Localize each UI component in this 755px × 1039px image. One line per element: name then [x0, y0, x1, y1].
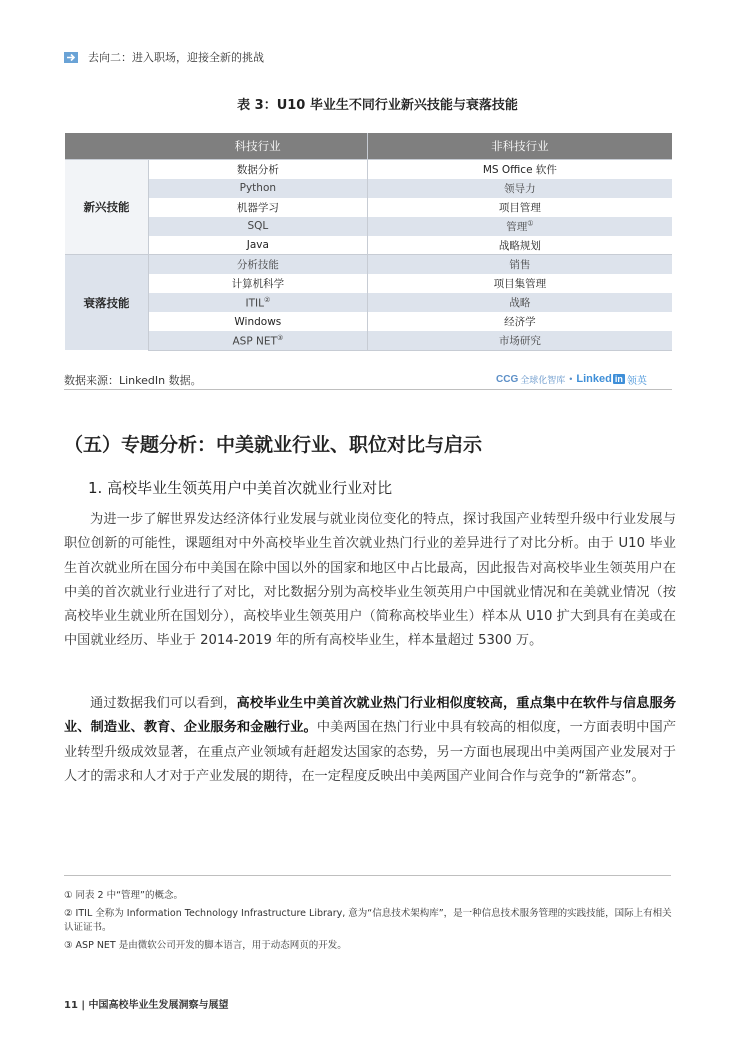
logo-separator: • — [569, 374, 573, 384]
table-cell: Windows — [149, 312, 368, 331]
cell-text: ITIL — [245, 297, 264, 310]
linkedin-logo: Linked — [576, 373, 612, 385]
table-cell: 项目管理 — [498, 201, 541, 214]
footnote-marker: ① — [527, 219, 534, 228]
ccg-logo-cn: 全球化智库 — [520, 374, 566, 385]
running-header — [64, 49, 264, 65]
linkedin-in-badge: in — [614, 374, 623, 384]
cell-text: 管理 — [506, 220, 528, 233]
body-paragraph-2 — [64, 692, 676, 789]
divider — [64, 389, 672, 390]
table-row — [65, 274, 672, 293]
table-cell: 机器学习 — [149, 198, 368, 217]
group-label-declining: 衰落技能 — [65, 255, 149, 350]
table-cell: MS Office 软件 — [367, 160, 672, 179]
footnote-marker: ③ — [276, 333, 284, 342]
subsection-title: 1. 高校毕业生领英用户中美首次就业行业对比 — [88, 479, 393, 497]
footnote: ③ ASP NET 是由微软公司开发的脚本语言，用于动态网页的开发。 — [64, 940, 347, 951]
table-cell — [149, 331, 368, 350]
table-header-empty — [65, 133, 149, 160]
table-source: 数据来源：LinkedIn 数据。 — [64, 374, 202, 387]
table-row — [65, 312, 672, 331]
paragraph-text: 通过数据我们可以看到， — [90, 696, 237, 711]
table-row — [65, 198, 672, 217]
table-cell: 项目集管理 — [493, 278, 547, 291]
table-cell: 销售 — [367, 255, 672, 274]
table-row — [65, 293, 672, 312]
table-row — [65, 236, 672, 255]
table-cell — [149, 293, 368, 312]
cell-text: ASP NET — [232, 335, 277, 348]
table-cell: 计算机科学 — [149, 274, 368, 293]
table-row — [65, 255, 672, 274]
table-row — [65, 217, 672, 236]
table-cell: 分析技能 — [149, 255, 368, 274]
table-header-row — [65, 133, 672, 160]
partner-logos — [496, 371, 647, 387]
page-footer: 11 | 中国高校毕业生发展洞察与展望 — [64, 1000, 229, 1011]
footnote-marker: ② — [263, 295, 271, 304]
column-header-tech: 科技行业 — [149, 133, 368, 160]
footnote: ② ITIL 全称为 Information Technology Infrastructure Library, 意为“信息技术架构库”，是一种信息技术服务管理的实践技能，国际上有相关认证证书。 — [64, 908, 672, 933]
column-header-nontech: 非科技行业 — [367, 133, 672, 160]
paragraph-emphasis: 高校毕业生中美首次就业热门行业相似度较高，重点集中在软件与信息服务业、制造业、教育、企业服务和金融行业。 — [64, 696, 677, 736]
footnote: ① 同表 2 中“管理”的概念。 — [64, 890, 183, 901]
table-cell: Python — [149, 179, 368, 198]
arrow-right-icon — [64, 52, 78, 63]
table-cell: 领导力 — [367, 179, 672, 198]
group-label-emerging: 新兴技能 — [65, 160, 149, 255]
table-cell: Java — [149, 236, 368, 255]
table-cell: 战略 — [367, 293, 672, 312]
linkedin-logo-cn: 领英 — [626, 375, 647, 387]
table-cell: 战略规划 — [498, 239, 541, 252]
ccg-logo: CCG — [496, 373, 519, 385]
table-cell: 数据分析 — [149, 160, 368, 179]
footnote-divider — [64, 875, 671, 876]
table-row — [65, 331, 672, 350]
table-row — [65, 160, 672, 179]
table-title: 表 3：U10 毕业生不同行业新兴技能与衰落技能 — [237, 98, 518, 113]
table-cell: 经济学 — [504, 316, 536, 329]
table-cell — [367, 217, 672, 236]
body-paragraph-1: 为进一步了解世界发达经济体行业发展与就业岗位变化的特点，探讨我国产业转型升级中行业发展与职位创新的可能性，课题组对中外高校毕业生首次就业热门行业的差异进行了对比分析。由于 U10 毕业生首次就业所在国分布中美国在除中国以外的国家和地区中占比最高，因此报告对高校毕业生领英用户在中美的首次就业行业进行了对比，对比数据分别为高校毕业生领英用户中国就业情况和在美就业情况（按高校毕业生就业所在国划分），高校毕业生领英用户（简称高校毕业生）样本从 U10 扩大到具有在美或在中国就业经历、毕业于 2014-2019 年的所有高校毕业生，样本量超过 5300 万。 — [64, 512, 676, 649]
table-cell: SQL — [149, 217, 368, 236]
skills-table — [65, 133, 672, 351]
section-title: （五）专题分析：中美就业行业、职位对比与启示 — [64, 434, 483, 456]
table-row — [65, 179, 672, 198]
paragraph-text: 中美两国在热门行业中具有较高的相似度，一方面表明中国产业转型升级成效显著，在重点产业领域有赶超发达国家的态势，另一方面也展现出中美两国产业发展对于人才的需求和人才对于产业发展的期待，在一定程度反映出中美两国产业间合作与竞争的“新常态”。 — [64, 720, 677, 784]
breadcrumb: 去向二：进入职场，迎接全新的挑战 — [88, 51, 264, 64]
table-cell: 市场研究 — [367, 331, 672, 350]
